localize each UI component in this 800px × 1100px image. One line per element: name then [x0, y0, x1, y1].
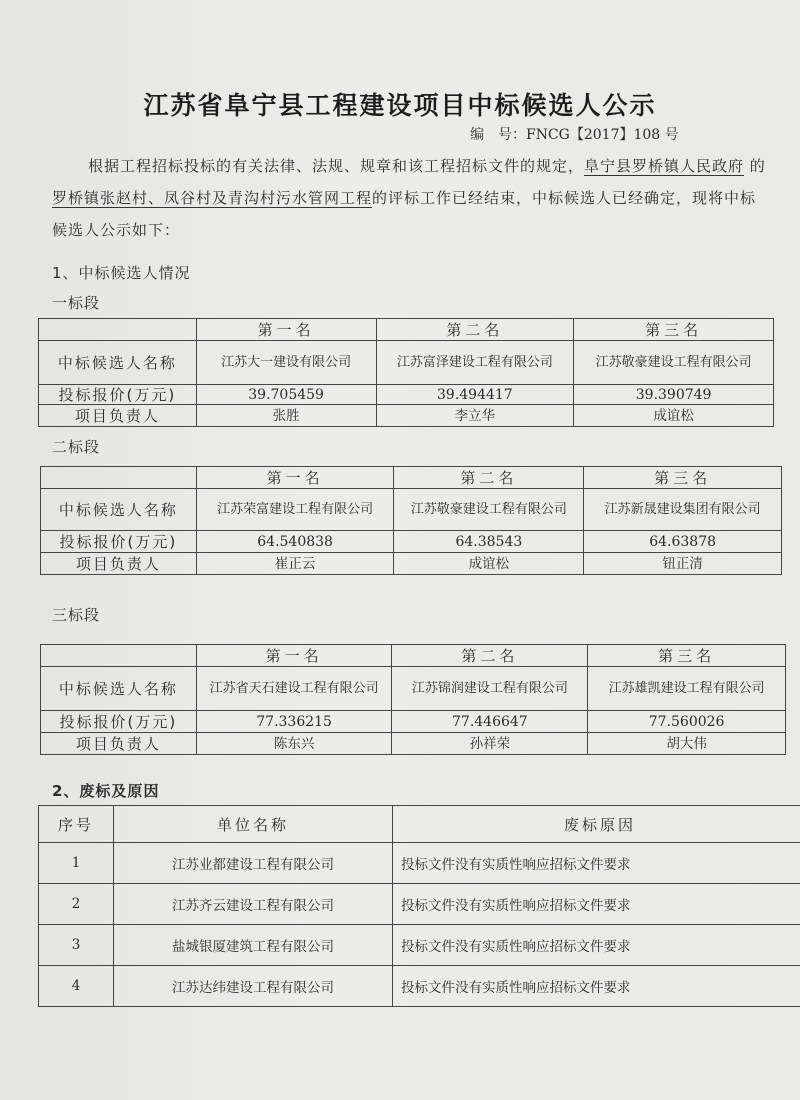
table-row [39, 925, 800, 966]
section1-heading: 1、中标候选人情况 [52, 264, 191, 282]
rejected-reason: 投标文件没有实质性响应招标文件要求 [393, 966, 800, 1007]
lot2-price-2: 64.38543 [394, 531, 584, 553]
lot2-price-3: 64.63878 [584, 531, 782, 553]
lot2-rank3-header: 第三名 [584, 467, 782, 489]
lot1-price-label: 投标报价(万元) [39, 385, 197, 405]
lot1-heading: 一标段 [52, 294, 101, 312]
lot3-header-blank [41, 645, 197, 667]
section2-heading: 2、废标及原因 [52, 782, 160, 800]
lot1-candidate-label: 中标候选人名称 [39, 341, 197, 385]
lot3-candidate-1: 江苏省天石建设工程有限公司 [196, 667, 392, 711]
lot1-price-1: 39.705459 [196, 385, 376, 405]
page-title: 江苏省阜宁县工程建设项目中标候选人公示 [143, 91, 657, 120]
lot2-manager-1: 崔正云 [196, 553, 394, 575]
lot3-price-1: 77.336215 [196, 711, 392, 733]
lot1-header-blank [39, 319, 197, 341]
lot3-rank1-header: 第一名 [196, 645, 392, 667]
rejected-no: 3 [39, 925, 114, 966]
lot3-manager-2: 孙祥荣 [392, 733, 588, 755]
rejected-no: 1 [39, 843, 114, 884]
lot2-candidate-label: 中标候选人名称 [41, 489, 197, 531]
rejected-reason: 投标文件没有实质性响应招标文件要求 [393, 884, 800, 925]
lot2-manager-label: 项目负责人 [41, 553, 197, 575]
lot1-rank1-header: 第一名 [196, 319, 376, 341]
lot3-manager-3: 胡大伟 [588, 733, 786, 755]
lot1-price-2: 39.494417 [376, 385, 574, 405]
intro-mid: 的 [744, 157, 766, 175]
lot1-candidate-3: 江苏敬豪建设工程有限公司 [574, 341, 774, 385]
document-number: 编 号：FNCG【2017】108 号 [470, 127, 679, 143]
lot3-candidate-label: 中标候选人名称 [41, 667, 197, 711]
lot3-table [40, 644, 786, 755]
rejected-header-unit: 单位名称 [114, 806, 393, 843]
lot1-candidate-1: 江苏大一建设有限公司 [196, 341, 376, 385]
intro-post: 的评标工作已经结束，中标候选人已经确定，现将中标候选人公示如下： [52, 189, 757, 239]
lot2-header-blank [41, 467, 197, 489]
lot2-rank2-header: 第二名 [394, 467, 584, 489]
lot2-price-1: 64.540838 [196, 531, 394, 553]
rejected-no: 2 [39, 884, 114, 925]
rejected-no: 4 [39, 966, 114, 1007]
lot3-price-label: 投标报价(万元) [41, 711, 197, 733]
lot2-candidate-2: 江苏敬豪建设工程有限公司 [394, 489, 584, 531]
lot1-manager-1: 张胜 [196, 405, 376, 427]
lot3-candidate-2: 江苏锦润建设工程有限公司 [392, 667, 588, 711]
lot3-rank3-header: 第三名 [588, 645, 786, 667]
lot3-price-2: 77.446647 [392, 711, 588, 733]
lot2-candidate-3: 江苏新晟建设集团有限公司 [584, 489, 782, 531]
lot2-table [40, 466, 782, 575]
lot1-manager-label: 项目负责人 [39, 405, 197, 427]
lot2-price-label: 投标报价(万元) [41, 531, 197, 553]
rejected-header-no: 序号 [39, 806, 114, 843]
lot2-rank1-header: 第一名 [196, 467, 394, 489]
rejected-header-reason: 废标原因 [393, 806, 800, 843]
lot3-manager-label: 项目负责人 [41, 733, 197, 755]
intro-pre: 根据工程招标投标的有关法律、法规、规章和该工程招标文件的规定， [88, 157, 585, 175]
lot3-manager-1: 陈东兴 [196, 733, 392, 755]
table-row [39, 966, 800, 1007]
lot1-manager-3: 成谊松 [574, 405, 774, 427]
lot1-manager-2: 李立华 [376, 405, 574, 427]
lot3-price-3: 77.560026 [588, 711, 786, 733]
intro-project: 罗桥镇张赵村、凤谷村及青沟村污水管网工程 [52, 189, 373, 207]
lot3-rank2-header: 第二名 [392, 645, 588, 667]
lot2-manager-2: 成谊松 [394, 553, 584, 575]
intro-paragraph [52, 150, 772, 246]
lot1-rank2-header: 第二名 [376, 319, 574, 341]
lot1-rank3-header: 第三名 [574, 319, 774, 341]
rejected-unit: 江苏齐云建设工程有限公司 [114, 884, 393, 925]
lot2-manager-3: 钮正清 [584, 553, 782, 575]
lot1-price-3: 39.390749 [574, 385, 774, 405]
lot1-candidate-2: 江苏富泽建设工程有限公司 [376, 341, 574, 385]
lot3-candidate-3: 江苏雄凯建设工程有限公司 [588, 667, 786, 711]
lot2-heading: 二标段 [52, 438, 101, 456]
rejected-reason: 投标文件没有实质性响应招标文件要求 [393, 843, 800, 884]
lot2-candidate-1: 江苏荣富建设工程有限公司 [196, 489, 394, 531]
lot3-heading: 三标段 [52, 606, 101, 624]
rejected-unit: 江苏业都建设工程有限公司 [114, 843, 393, 884]
lot1-table [38, 318, 774, 427]
rejected-bids-table [38, 805, 800, 1007]
intro-owner: 阜宁县罗桥镇人民政府 [584, 157, 745, 175]
rejected-unit: 江苏达纬建设工程有限公司 [114, 966, 393, 1007]
rejected-unit: 盐城银厦建筑工程有限公司 [114, 925, 393, 966]
table-row [39, 843, 800, 884]
rejected-reason: 投标文件没有实质性响应招标文件要求 [393, 925, 800, 966]
table-row [39, 884, 800, 925]
